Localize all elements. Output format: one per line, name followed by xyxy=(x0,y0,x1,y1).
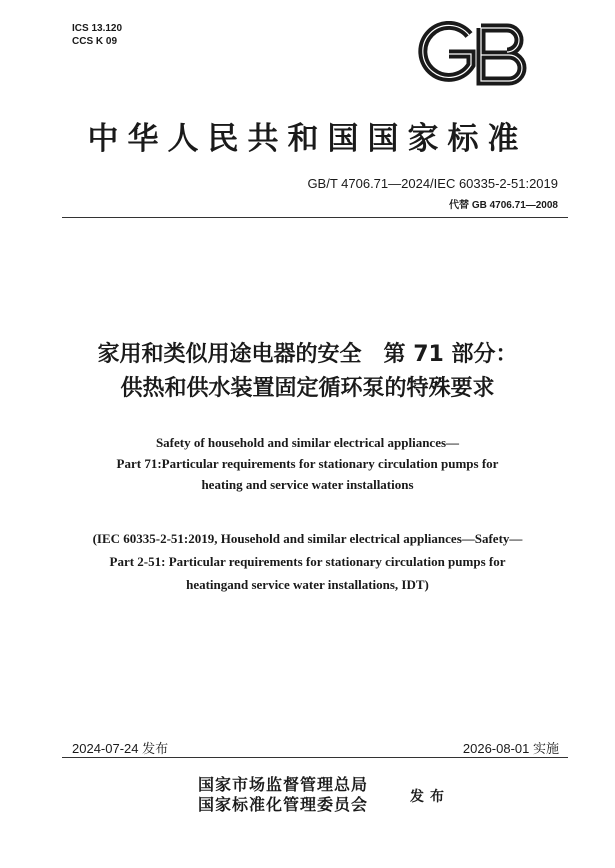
english-title xyxy=(0,432,615,495)
bottom-divider xyxy=(62,757,568,758)
classification-codes xyxy=(72,22,122,48)
iec-line-1: (IEC 60335-2-51:2019, Household and similar electrical appliances—Safety— xyxy=(92,531,523,546)
issue-date: 2024-07-24 发布 xyxy=(72,741,169,756)
implementation-date: 2026-08-01 实施 xyxy=(462,741,559,756)
issuer-sac: 国家标准化管理委员会 xyxy=(198,795,369,814)
issuer-samr: 国家市场监督管理总局 xyxy=(198,775,369,794)
chinese-title-line-2: 供热和供水装置固定循环泵的特殊要求 xyxy=(120,376,495,401)
iec-line-3: heatingand service water installations, IDT) xyxy=(186,577,429,592)
english-title-line-1: Safety of household and similar electrical appliances— xyxy=(155,435,460,450)
iec-line-2: Part 2-51: Particular requirements for stationary circulation pumps for xyxy=(109,554,506,569)
top-divider xyxy=(62,217,568,218)
issue-label: 发布 xyxy=(410,789,450,805)
issuing-authorities xyxy=(198,775,368,815)
gb-logo xyxy=(417,21,532,88)
standard-number: GB/T 4706.71—2024/IEC 60335-2-51:2019 xyxy=(307,176,558,191)
chinese-title-line-1: 家用和类似用途电器的安全 第 71 部分： xyxy=(97,342,518,367)
english-title-line-2: Part 71:Particular requirements for stationary circulation pumps for xyxy=(116,456,499,471)
english-title-line-3: heating and service water installations xyxy=(201,477,414,492)
chinese-title xyxy=(0,338,615,406)
standard-type-title: 中华人民共和国国家标准 xyxy=(87,121,528,157)
ics-code: ICS 13.120 xyxy=(72,23,123,34)
replaces-note: 代替 GB 4706.71—2008 xyxy=(449,200,558,211)
iec-equivalence xyxy=(0,527,615,596)
ccs-code: CCS K 09 xyxy=(72,36,118,47)
